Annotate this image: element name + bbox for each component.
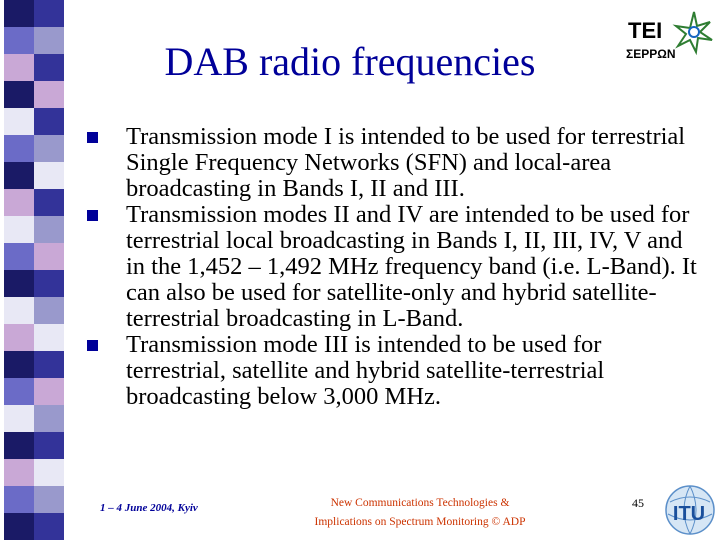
strip-block [4,270,34,297]
strip-block [34,243,64,270]
itu-logo [660,482,718,538]
bullet-text: Transmission mode III is intended to be used for terrestrial, satellite and hybrid satellite-terrestrial broadcasting below 3,000 MHz. [126,331,605,410]
page-number: 45 [632,496,644,510]
strip-block [4,81,34,108]
strip-block [34,54,64,81]
strip-block [4,27,34,54]
bullet-list [84,124,704,410]
strip-block [34,135,64,162]
strip-block [34,81,64,108]
strip-column-left [4,0,34,540]
strip-block [4,54,34,81]
bullet-text: Transmission mode I is intended to be used for terrestrial Single Frequency Networks (SFN) and local-area broadcasting in Bands I, II and III. [126,123,686,202]
footer-conference-title [280,494,560,532]
strip-block [34,216,64,243]
strip-block [34,297,64,324]
tei-star-icon [676,12,712,52]
strip-block [4,459,34,486]
strip-block [34,162,64,189]
slide-title: DAB radio frequencies [164,39,536,84]
strip-block [34,270,64,297]
strip-block [4,351,34,378]
strip-block [4,0,34,27]
strip-block [4,378,34,405]
strip-block [34,0,64,27]
strip-block [34,405,64,432]
strip-block [4,162,34,189]
strip-column-right [34,0,64,540]
strip-block [4,486,34,513]
strip-block [34,189,64,216]
strip-block [34,324,64,351]
tei-serres-logo [624,8,716,68]
bullet-item [84,202,704,332]
strip-block [34,27,64,54]
footer-line-1: New Communications Technologies & [330,497,510,509]
strip-block [34,486,64,513]
strip-block [4,324,34,351]
strip-block [34,351,64,378]
itu-logo-text: ITU [672,503,706,525]
square-bullet-icon [87,340,98,351]
strip-block [34,459,64,486]
strip-block [4,189,34,216]
footer-line-2: Implications on Spectrum Monitoring © ADP [314,516,526,528]
strip-block [34,432,64,459]
strip-block [4,243,34,270]
strip-block [34,108,64,135]
strip-block [4,432,34,459]
tei-logo-subtext: ΣΕΡΡΩΝ [626,47,676,61]
square-bullet-icon [87,210,98,221]
bullet-text: Transmission modes II and IV are intended to be used for terrestrial local broadcasting in Bands I, II, III, IV, V and in the 1,452 – 1,492 MHz frequency band (i.e. L-Band). It can also be used for satellite-only and hybrid satellite-terrestrial broadcasting in L-Band. [126,201,697,332]
strip-block [4,135,34,162]
strip-block [4,108,34,135]
strip-block [4,297,34,324]
strip-block [4,216,34,243]
strip-block [34,513,64,540]
bullet-item [84,124,704,202]
strip-block [4,513,34,540]
strip-block [34,378,64,405]
bullet-item [84,332,704,410]
tei-logo-text: TEI [628,18,663,43]
square-bullet-icon [87,132,98,143]
footer-date-location: 1 – 4 June 2004, Kyiv [100,502,198,514]
decorative-color-strip [0,0,66,540]
strip-block [4,405,34,432]
